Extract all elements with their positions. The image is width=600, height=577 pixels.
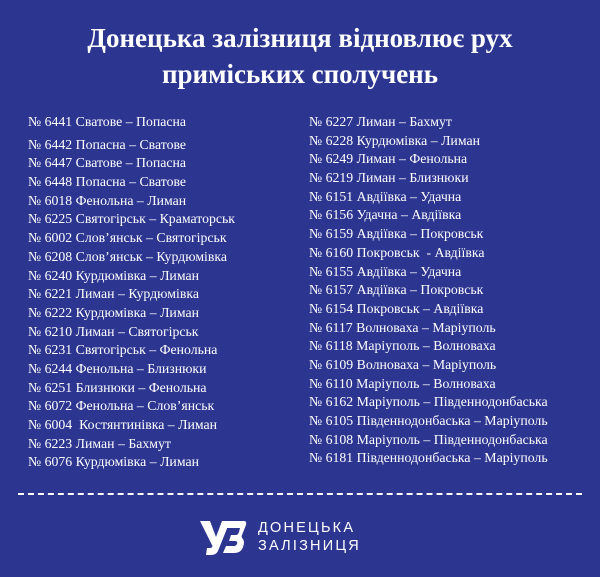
page-title: [0, 20, 600, 92]
route-item: № 6151 Авдіївка – Удачна: [309, 188, 462, 204]
route-item: № 6240 Курдюмівка – Лиман: [28, 267, 199, 283]
route-item: № 6208 Слов’янськ – Курдюмівка: [28, 248, 228, 264]
route-item: № 6117 Волноваха – Маріуполь: [309, 319, 496, 335]
route-item: № 6447 Сватове – Попасна: [28, 155, 187, 171]
title-line-2: приміських сполучень: [161, 59, 439, 89]
route-item: № 6018 Фенольна – Лиман: [28, 192, 187, 208]
route-item: № 6221 Лиман – Курдюмівка: [28, 286, 199, 302]
route-item: № 6110 Маріуполь – Волноваха: [309, 375, 496, 391]
route-item: № 6228 Курдюмівка – Лиман: [309, 132, 480, 148]
route-item: № 6162 Маріуполь – Південнодонбаська: [309, 394, 548, 410]
route-item: № 6231 Святогірськ – Фенольна: [28, 342, 218, 358]
route-item: № 6004 Костянтинівка – Лиман: [28, 417, 218, 432]
route-item: № 6222 Курдюмівка – Лиман: [28, 304, 199, 320]
route-item: № 6105 Південнодонбаська – Маріуполь: [309, 413, 548, 428]
route-item: № 6076 Курдюмівка – Лиман: [28, 454, 199, 470]
title-line-1: Донецька залізниця відновлює рух: [87, 23, 513, 53]
route-item: № 6157 Авдіївка – Покровськ: [309, 282, 484, 298]
route-item: № 6181 Південнодонбаська – Маріуполь: [309, 450, 548, 466]
route-item: № 6154 Покровськ – Авдіївка: [309, 300, 484, 316]
route-item: № 6225 Святогірськ – Краматорськ: [28, 211, 235, 227]
uz-logo-mark-icon: [196, 517, 248, 557]
route-item: № 6160 Покровськ - Авдіївка: [309, 244, 485, 260]
route-item: № 6118 Маріуполь – Волноваха: [309, 338, 496, 354]
route-item: № 6159 Авдіївка – Покровськ: [309, 226, 484, 242]
route-item: № 6227 Лиман – Бахмут: [309, 114, 452, 129]
route-item: № 6442 Попасна – Сватове: [28, 136, 187, 152]
route-item: № 6155 Авдіївка – Удачна: [309, 263, 462, 279]
route-item: № 6156 Удачна – Авдіївка: [309, 207, 462, 223]
route-item: № 6109 Волноваха – Маріуполь: [309, 356, 497, 372]
routes-column-left: [28, 113, 235, 472]
route-item: № 6002 Слов’янськ – Святогірськ: [28, 230, 227, 246]
route-item: № 6249 Лиман – Фенольна: [309, 151, 468, 167]
route-item: № 6441 Сватове – Попасна: [28, 114, 187, 129]
dashed-divider: [18, 493, 582, 495]
logo-text-line-2: ЗАЛІЗНИЦЯ: [258, 538, 361, 554]
route-item: № 6244 Фенольна – Близнюки: [28, 360, 207, 376]
logo-text-line-1: ДОНЕЦЬКА: [258, 520, 356, 536]
logo-text: [258, 519, 361, 555]
uz-logo: [196, 515, 416, 561]
routes-column-right: [309, 113, 548, 468]
route-item: № 6072 Фенольна – Слов’янськ: [28, 398, 215, 414]
route-item: № 6210 Лиман – Святогірськ: [28, 323, 199, 339]
route-item: № 6448 Попасна – Сватове: [28, 174, 187, 190]
route-item: № 6108 Маріуполь – Південнодонбаська: [309, 431, 548, 447]
route-item: № 6251 Близнюки – Фенольна: [28, 379, 207, 395]
route-item: № 6223 Лиман – Бахмут: [28, 435, 171, 451]
route-item: № 6219 Лиман – Близнюки: [309, 170, 469, 186]
